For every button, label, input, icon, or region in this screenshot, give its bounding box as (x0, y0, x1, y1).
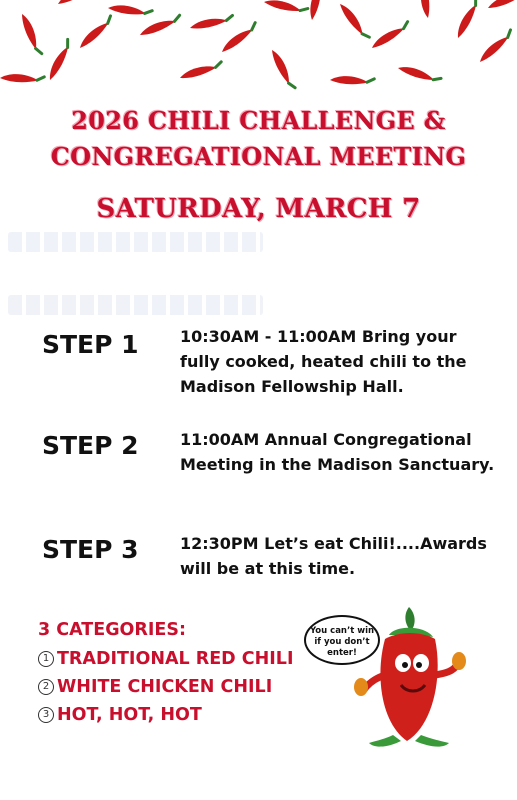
chili-pepper-icon (307, 0, 326, 21)
chili-pepper-icon (270, 48, 296, 91)
chili-pepper-icon (179, 61, 224, 80)
chili-pepper-icon (369, 21, 411, 50)
category-item (38, 677, 293, 697)
category-item (38, 705, 293, 725)
category-item (38, 649, 293, 669)
step-1-text: 10:30AM - 11:00AM Bring your fully cooked, heated chili to the Madison Fellowship Hall. (180, 327, 467, 396)
categories-title: 3 CATEGORIES: (38, 620, 186, 640)
chili-pepper-icon (263, 0, 308, 16)
chili-pepper-icon (0, 73, 44, 85)
step-3-label: STEP 3 (42, 535, 139, 564)
event-date: SATURDAY, MARCH 7 (96, 194, 421, 224)
step-1-label: STEP 1 (42, 330, 139, 359)
step-3-text: 12:30PM Let’s eat Chili!....Awards will be at this time. (180, 534, 487, 578)
category-number: 2 (38, 679, 54, 695)
chili-pepper-icon (397, 63, 441, 85)
chili-pepper-icon (330, 75, 375, 87)
category-label: TRADITIONAL RED CHILI (57, 649, 294, 669)
chili-pepper-icon (419, 0, 431, 18)
chili-pepper-icon (453, 0, 482, 39)
faded-text-artifact (8, 232, 263, 252)
chili-pepper-icon (219, 22, 260, 54)
step-2-text: 11:00AM Annual Congregational Meeting in the Madison Sanctuary. (180, 430, 495, 474)
chili-pepper-icon (189, 15, 234, 30)
chili-pepper-border (0, 0, 517, 95)
chili-pepper-icon (77, 16, 116, 50)
faded-text-artifact (8, 295, 263, 315)
category-number: 1 (38, 651, 54, 667)
category-label: WHITE CHICKEN CHILI (57, 677, 273, 697)
chili-pepper-icon (338, 1, 370, 42)
category-number: 3 (38, 707, 54, 723)
categories-section (38, 620, 293, 733)
chili-pepper-icon (45, 39, 74, 81)
chili-pepper-icon (486, 0, 517, 10)
chili-pepper-icon (20, 12, 42, 56)
step-2-label: STEP 2 (42, 431, 139, 460)
chili-pepper-icon (108, 3, 153, 18)
chili-pepper-icon (56, 0, 99, 6)
speech-bubble: You can’t win if you don’t enter! (304, 615, 380, 665)
chili-pepper-icon (138, 15, 182, 37)
chili-pepper-icon (477, 30, 516, 64)
category-label: HOT, HOT, HOT (57, 705, 202, 725)
event-title-line-2: CONGREGATIONAL MEETING (50, 142, 467, 171)
event-title-line-1: 2026 CHILI CHALLENGE & (71, 106, 446, 135)
